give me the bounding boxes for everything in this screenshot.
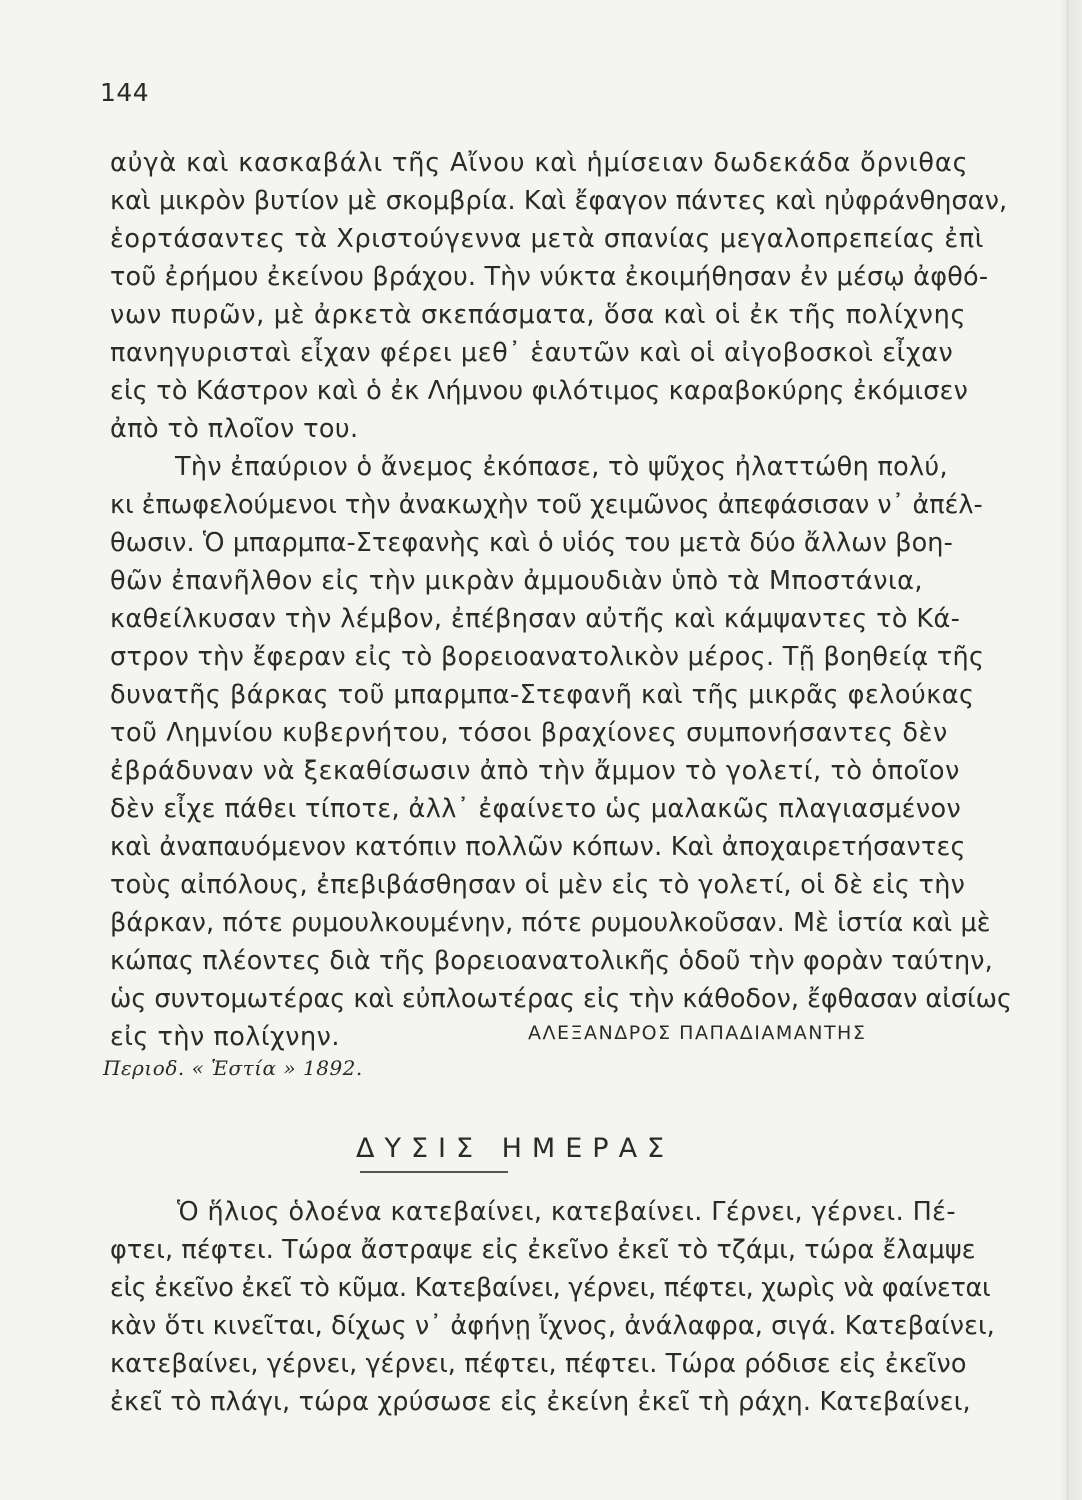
text-line: πανηγυρισταὶ εἶχαν φέρει μεθ᾿ ἑαυτῶν καὶ οἱ αἰγοβοσκοὶ εἶχαν	[110, 338, 954, 368]
text-line: θῶν ἐπανῆλθον εἰς τὴν μικρὰν ἀμμουδιὰν ὑπὸ τὰ Μποστάνια,	[110, 566, 924, 596]
text-line: Ὁ ἥλιος ὁλοένα κατεβαίνει, κατεβαίνει. Γέρνει, γέρνει. Πέ-	[177, 1197, 956, 1227]
page-number: 144	[100, 78, 150, 107]
text-line: Τὴν ἐπαύριον ὁ ἄνεμος ἐκόπασε, τὸ ψῦχος ἠλαττώθη πολύ,	[175, 452, 948, 482]
text-line: ἀπὸ τὸ πλοῖον του.	[110, 414, 359, 444]
page-edge-shadow	[1060, 0, 1082, 1500]
text-line: καὶ ἀναπαυόμενον κατόπιν πολλῶν κόπων. Καὶ ἀποχαιρετήσαντες	[110, 832, 966, 862]
text-line: εἰς ἐκεῖνο ἐκεῖ τὸ κῦμα. Κατεβαίνει, γέρνει, πέφτει, χωρὶς νὰ φαίνεται	[110, 1273, 991, 1303]
text-line: φτει, πέφτει. Τώρα ἄστραψε εἰς ἐκεῖνο ἐκεῖ τὸ τζάμι, τώρα ἔλαμψε	[110, 1235, 976, 1265]
text-line: βάρκαν, πότε ρυμουλκουμένην, πότε ρυμουλκοῦσαν. Μὲ ἱστία καὶ μὲ	[110, 908, 991, 938]
author-signature: ΑΛΕΞΑΝΔΡΟΣ ΠΑΠΑΔΙΑΜΑΝΤΗΣ	[528, 1022, 867, 1044]
text-line: τοὺς αἰπόλους, ἐπεβιβάσθησαν οἱ μὲν εἰς τὸ γολετί, οἱ δὲ εἰς τὴν	[110, 870, 966, 900]
text-line: νων πυρῶν, μὲ ἀρκετὰ σκεπάσματα, ὅσα καὶ οἱ ἐκ τῆς πολίχνης	[110, 300, 967, 330]
text-line: κατεβαίνει, γέρνει, γέρνει, πέφτει, πέφτει. Τώρα ρόδισε εἰς ἐκεῖνο	[110, 1349, 967, 1379]
text-line: κώπας πλέοντες διὰ τῆς βορειοανατολικῆς ὁδοῦ τὴν φορὰν ταύτην,	[110, 946, 993, 976]
text-line: θωσιν. Ὁ μπαρμπα-Στεφανὴς καὶ ὁ υἱός του μετὰ δύο ἄλλων βοη-	[110, 528, 953, 558]
text-line: τοῦ ἐρήμου ἐκείνου βράχου. Τὴν νύκτα ἐκοιμήθησαν ἐν μέσῳ ἀφθό-	[110, 262, 989, 292]
text-line: ὡς συντομωτέρας καὶ εὐπλοωτέρας εἰς τὴν κάθοδον, ἔφθασαν αἰσίως	[110, 984, 1012, 1014]
text-line: καὶ μικρὸν βυτίον μὲ σκομβρία. Καὶ ἔφαγον πάντες καὶ ηὐφράνθησαν,	[110, 186, 1008, 216]
text-line: εἰς τὴν πολίχνην.	[110, 1022, 341, 1052]
text-line: στρον τὴν ἔφεραν εἰς τὸ βορειοανατολικὸν μέρος. Τῇ βοηθείᾳ τῆς	[110, 642, 985, 672]
text-line: δὲν εἶχε πάθει τίποτε, ἀλλ᾿ ἐφαίνετο ὡς μαλακῶς πλαγιασμένον	[110, 794, 962, 824]
text-line: κι ἐπωφελούμενοι τὴν ἀνακωχὴν τοῦ χειμῶνος ἀπεφάσισαν ν᾿ ἀπέλ-	[110, 490, 983, 520]
source-citation: Περιοδ. « Ἑστία » 1892.	[103, 1056, 363, 1080]
section-title: ΔΥΣΙΣ ΗΜΕΡΑΣ	[356, 1133, 675, 1164]
text-line: ἐκεῖ τὸ πλάγι, τώρα χρύσωσε εἰς ἐκείνη ἐκεῖ τὴ ράχη. Κατεβαίνει,	[110, 1387, 971, 1417]
text-line: εἰς τὸ Κάστρον καὶ ὁ ἐκ Λήμνου φιλότιμος καραβοκύρης ἐκόμισεν	[110, 376, 969, 406]
text-line: τοῦ Λημνίου κυβερνήτου, τόσοι βραχίονες συμπονήσαντες δὲν	[110, 718, 948, 748]
text-line: δυνατῆς βάρκας τοῦ μπαρμπα-Στεφανῆ καὶ τῆς μικρᾶς φελούκας	[110, 680, 975, 710]
text-line: καθείλκυσαν τὴν λέμβον, ἐπέβησαν αὐτῆς καὶ κάμψαντες τὸ Κά-	[110, 604, 961, 634]
text-line: κὰν ὅτι κινεῖται, δίχως ν᾿ ἀφήνῃ ἴχνος, ἀνάλαφρα, σιγά. Κατεβαίνει,	[110, 1311, 995, 1341]
text-line: αὐγὰ καὶ κασκαβάλι τῆς Αἴνου καὶ ἡμίσειαν δωδεκάδα ὄρνιθας	[110, 148, 969, 178]
title-underline	[360, 1171, 508, 1173]
text-line: ἑορτάσαντες τὰ Χριστούγεννα μετὰ σπανίας μεγαλοπρεπείας ἐπὶ	[110, 224, 984, 254]
page-binding-line	[1067, 0, 1068, 1500]
text-line: ἐβράδυναν νὰ ξεκαθίσωσιν ἀπὸ τὴν ἄμμον τὸ γολετί, τὸ ὁποῖον	[110, 756, 960, 786]
